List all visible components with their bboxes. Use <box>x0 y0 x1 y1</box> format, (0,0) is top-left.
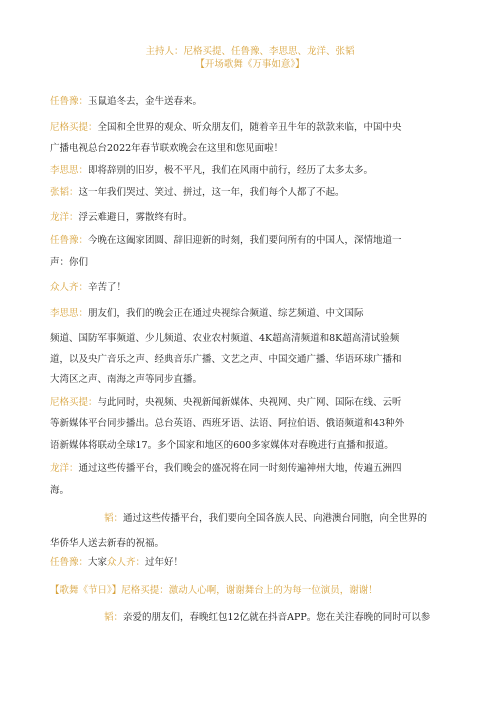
speaker-label: 众人齐： <box>50 282 89 293</box>
script-line <box>50 307 450 321</box>
dialogue-text: 大湾区之声、南海之声等同步直播。 <box>50 374 203 385</box>
dialogue-text: 即将辞别的旧岁，极不平凡，我们在风雨中前行，经历了太多太多。 <box>88 165 374 176</box>
script-line <box>50 142 450 156</box>
dialogue-text: 频道、国防军事频道、少儿频道、农业农村频道、4K超高清频道和8K超高清试验频 <box>50 333 400 344</box>
script-line <box>50 439 450 453</box>
speaker-label: 韬： <box>104 612 124 623</box>
script-line <box>50 417 450 431</box>
speaker-label: 李思思： <box>50 165 89 176</box>
speaker-label: 龙洋： <box>50 212 79 223</box>
speaker-label: 众人齐： <box>107 557 146 568</box>
hosts-names: 尼格买提、任鲁豫、李思思、龙洋、张韬 <box>183 46 355 57</box>
script-line <box>50 186 450 200</box>
script-line <box>50 484 450 498</box>
dialogue-text: 朋友们，我们的晚会正在通过央视综合频道、综艺频道、中文国际 <box>88 308 364 319</box>
script-line <box>50 373 450 387</box>
script-line <box>50 234 450 248</box>
script-line <box>50 281 450 295</box>
dialogue-text: 广播电视总台2022年春节联欢晚会在这里和您见面啦！ <box>50 143 284 154</box>
speaker-label: 韬： <box>104 513 124 524</box>
speaker-label: 任鲁豫： <box>50 557 89 568</box>
dialogue-text: 今晚在这阖家团圆、辞旧迎新的时刻，我们要问所有的中国人，深情地道一 <box>88 235 402 246</box>
dialogue-text: 通过这些传播平台，我们要向全国各族人民、向港澳台同胞，向全世界的 <box>123 513 428 524</box>
dialogue-text: 大家 <box>88 557 108 568</box>
speaker-label: 李思思： <box>50 308 89 319</box>
script-line <box>50 332 450 346</box>
dialogue-text: 亲爱的朋友们，春晚红包12亿就在抖音APP。您在关注春晚的同时可以参 <box>123 612 431 623</box>
dialogue-text: 全国和全世界的观众、听众朋友们，随着辛丑牛年的款款来临，中国中央 <box>97 122 402 133</box>
speaker-label: 尼格买提： <box>50 397 98 408</box>
dialogue-text: 过年好！ <box>145 557 184 568</box>
dialogue-text: 浮云难避日，雾散终有时。 <box>78 212 193 223</box>
program-cue: 【歌舞《节日》】尼格买提：激动人心啊，谢谢舞台上的为每一位演员，谢谢！ <box>50 585 378 596</box>
script-line <box>50 211 450 225</box>
dialogue-text: 玉鼠追冬去，金牛送春来。 <box>88 96 203 107</box>
hosts-header <box>0 45 500 58</box>
dialogue-text: 与此同时，央视频、央视新闻新媒体、央视网、央广网、国际在线、云听 <box>97 397 402 408</box>
opening-number-heading <box>0 58 500 71</box>
dialogue-text: 这一年我们哭过、笑过、拼过，这一年，我们每个人都了不起。 <box>78 187 345 198</box>
script-line <box>50 95 450 109</box>
dialogue-text: 语新媒体将联动全球17。多个国家和地区的600多家媒体对春晚进行直播和报道。 <box>50 440 394 451</box>
script-line <box>104 611 500 625</box>
speaker-label: 任鲁豫： <box>50 96 89 107</box>
dialogue-text: 辛苦了！ <box>88 282 127 293</box>
script-line <box>50 556 450 570</box>
dialogue-text: 华侨华人送去新春的祝福。 <box>50 538 165 549</box>
script-line <box>50 462 450 476</box>
dialogue-text: 道，以及央广音乐之声、经典音乐广播、文艺之声、中国交通广播、华语环球广播和 <box>50 354 402 365</box>
speaker-label: 龙洋： <box>50 463 79 474</box>
script-line <box>50 584 450 598</box>
dialogue-text: 通过这些传播平台，我们晚会的盛况将在同一时刻传遍神州大地，传遍五洲四 <box>78 463 402 474</box>
script-line <box>50 537 450 551</box>
hosts-label: 主持人： <box>145 46 184 57</box>
script-line <box>50 256 450 270</box>
dialogue-text: 海。 <box>50 485 70 496</box>
script-line <box>50 121 450 135</box>
dialogue-text: 等新媒体平台同步播出。总台英语、西班牙语、法语、阿拉伯语、俄语频道和43种外 <box>50 418 405 429</box>
speaker-label: 张韬： <box>50 187 79 198</box>
speaker-label: 任鲁豫： <box>50 235 89 246</box>
script-line <box>50 396 450 410</box>
script-line <box>50 164 450 178</box>
speaker-label: 尼格买提： <box>50 122 98 133</box>
opening-number: 【开场歌舞《万事如意》】 <box>195 59 305 70</box>
script-line <box>104 512 500 526</box>
script-line <box>50 353 450 367</box>
dialogue-text: 声：你们 <box>50 257 89 268</box>
